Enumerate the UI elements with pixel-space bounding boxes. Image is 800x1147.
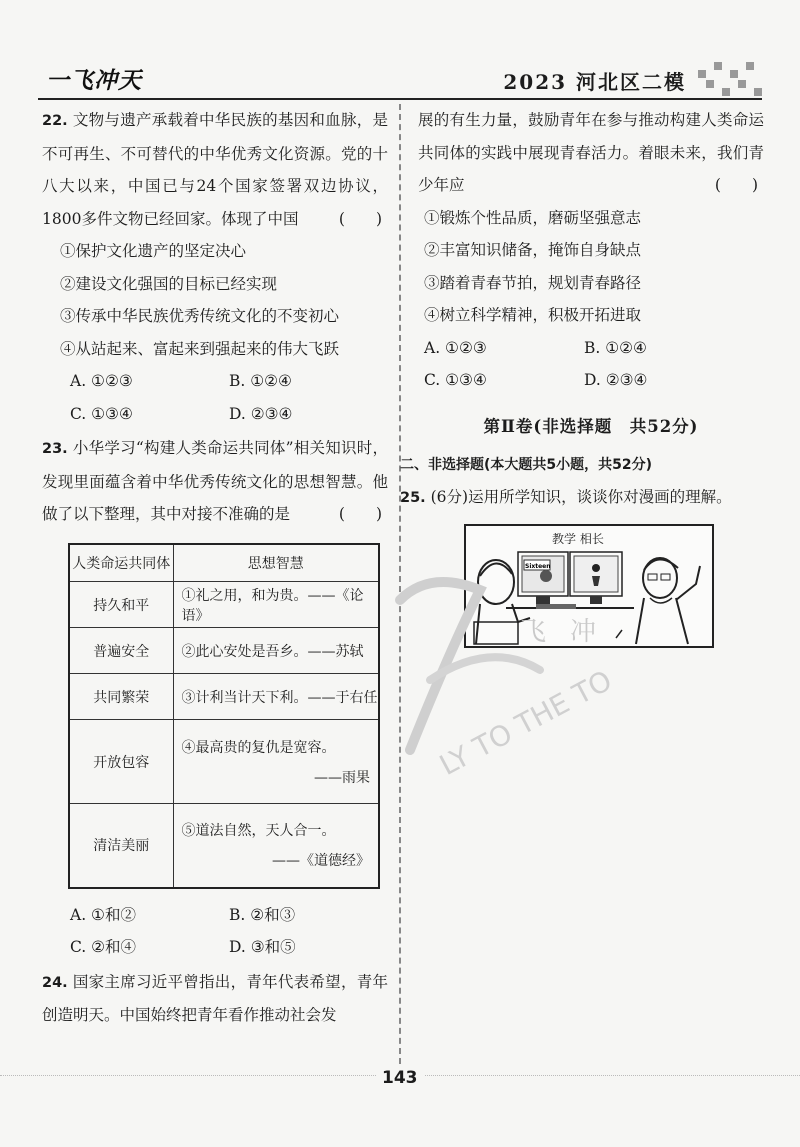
option-item: ④从站起来、富起来到强起来的伟大飞跃 bbox=[60, 339, 340, 358]
left-column bbox=[42, 104, 388, 1032]
question-stem: (6分)运用所学知识，谈谈你对漫画的理解。 bbox=[430, 487, 732, 506]
page-number: 143 bbox=[376, 1068, 424, 1088]
option-item: ③踏着青春节拍，规划青春路径 bbox=[424, 273, 642, 292]
quote-author: ——雨果 bbox=[314, 769, 370, 786]
page-header bbox=[38, 58, 762, 102]
table-cell-quote: ③计利当计天下利。——于右任 bbox=[173, 674, 379, 720]
table-cell-topic: 开放包容 bbox=[69, 720, 173, 804]
quote-text: ⑤道法自然，天人合一。 bbox=[181, 823, 336, 840]
option-item: ①保护文化遗产的坚定决心 bbox=[60, 242, 247, 260]
answer-bracket: ( ) bbox=[714, 176, 758, 194]
choice-row bbox=[42, 899, 388, 932]
question-24-continued bbox=[418, 104, 764, 397]
choice-row bbox=[42, 398, 388, 431]
table-row bbox=[69, 804, 379, 888]
question-number: 23. bbox=[42, 441, 68, 457]
table-cell-quote: ②此心安处是吾乡。——苏轼 bbox=[173, 628, 379, 674]
table-row bbox=[69, 628, 379, 674]
watermark-chars: 飞冲 bbox=[520, 617, 621, 647]
question-number: 25. bbox=[400, 489, 426, 506]
cartoon-illustration bbox=[464, 524, 714, 648]
table-cell-topic: 共同繁荣 bbox=[69, 674, 173, 720]
choice-row bbox=[418, 364, 764, 397]
column-divider bbox=[399, 104, 401, 1064]
choice-d: D. ②③④ bbox=[584, 371, 648, 389]
table-row bbox=[69, 720, 379, 804]
question-number: 24. bbox=[42, 974, 68, 991]
choice-d: D. ②③④ bbox=[229, 404, 293, 423]
answer-bracket: ( ) bbox=[338, 505, 382, 523]
choice-a: A. ①②③ bbox=[70, 372, 133, 390]
table-row bbox=[69, 582, 379, 628]
right-column bbox=[400, 104, 764, 648]
table-cell-topic: 持久和平 bbox=[69, 582, 173, 628]
choice-b: B. ②和③ bbox=[229, 905, 296, 924]
checker-pattern-icon bbox=[698, 62, 762, 96]
question-stem: 小华学习“构建人类命运共同体”相关知识时，发现里面蕴含着中华优秀传统文化的思想智慧。他做了以下整理，其中对接不准确的是 bbox=[42, 439, 388, 523]
option-item: ③传承中华民族优秀传统文化的不变初心 bbox=[60, 307, 340, 325]
choice-row bbox=[418, 332, 764, 365]
question-24-start bbox=[42, 966, 388, 1032]
part-heading: 二、非选择题(本大题共5小题，共52分) bbox=[400, 456, 653, 473]
question-stem: 展的有生力量，鼓励青年在参与推动构建人类命运共同体的实践中展现青春活力。着眼未来，我们青少年应 bbox=[418, 111, 764, 194]
cartoon-caption: 教学 相长 bbox=[552, 532, 604, 546]
choice-b: B. ①②④ bbox=[584, 338, 647, 357]
table-row bbox=[69, 674, 379, 720]
table-cell-quote bbox=[173, 720, 379, 804]
question-23 bbox=[42, 432, 388, 964]
column-header: 人类命运共同体 bbox=[69, 544, 173, 582]
watermark-text: LY TO THE TO bbox=[434, 663, 618, 782]
header-rule bbox=[38, 98, 762, 100]
choice-row bbox=[42, 931, 388, 964]
choice-d: D. ③和⑤ bbox=[229, 938, 296, 956]
choice-a: A. ①和② bbox=[70, 905, 136, 924]
cartoon-sign-text: Sixteen bbox=[525, 563, 551, 570]
quote-author: ——《道德经》 bbox=[272, 853, 370, 870]
option-item: ①锻炼个性品质，磨砺坚强意志 bbox=[424, 208, 642, 227]
table-cell-quote bbox=[173, 804, 379, 888]
option-item: ②丰富知识储备，掩饰自身缺点 bbox=[424, 241, 642, 259]
choice-c: C. ②和④ bbox=[70, 938, 137, 956]
question-number: 22. bbox=[42, 113, 68, 129]
option-item: ④树立科学精神，积极开拓进取 bbox=[424, 306, 642, 324]
option-item: ②建设文化强国的目标已经实现 bbox=[60, 274, 278, 293]
answer-bracket: ( ) bbox=[338, 209, 382, 228]
quote-text: ④最高贵的复仇是宽容。 bbox=[181, 739, 336, 756]
table-cell-topic: 清洁美丽 bbox=[69, 804, 173, 888]
question-stem: 国家主席习近平曾指出，青年代表希望，青年创造明天。中国始终把青年看作推动社会发 bbox=[42, 972, 388, 1024]
table-cell-topic: 普遍安全 bbox=[69, 628, 173, 674]
section-title: 第Ⅱ卷(非选择题 共52分) bbox=[483, 416, 699, 436]
choice-c: C. ①③④ bbox=[70, 404, 133, 423]
brand-logo: 一飞冲天 bbox=[46, 68, 142, 94]
question-25 bbox=[400, 481, 764, 649]
choice-a: A. ①②③ bbox=[424, 338, 487, 357]
choice-c: C. ①③④ bbox=[424, 371, 487, 389]
choice-row bbox=[42, 365, 388, 398]
exam-title: 2023 河北区二模 bbox=[503, 70, 686, 94]
choice-b: B. ①②④ bbox=[229, 372, 292, 390]
question-stem: 文物与遗产承载着中华民族的基因和血脉，是不可再生、不可替代的中华优秀文化资源。党的十八大以来，中国已与24个国家签署双边协议，1800多件文物已经回家。体现了中国 bbox=[42, 111, 388, 228]
table-header-row bbox=[69, 544, 379, 582]
column-header: 思想智慧 bbox=[173, 544, 379, 582]
question-22 bbox=[42, 104, 388, 430]
wisdom-table bbox=[68, 543, 380, 889]
table-cell-quote: ①礼之用，和为贵。——《论语》 bbox=[173, 582, 379, 628]
